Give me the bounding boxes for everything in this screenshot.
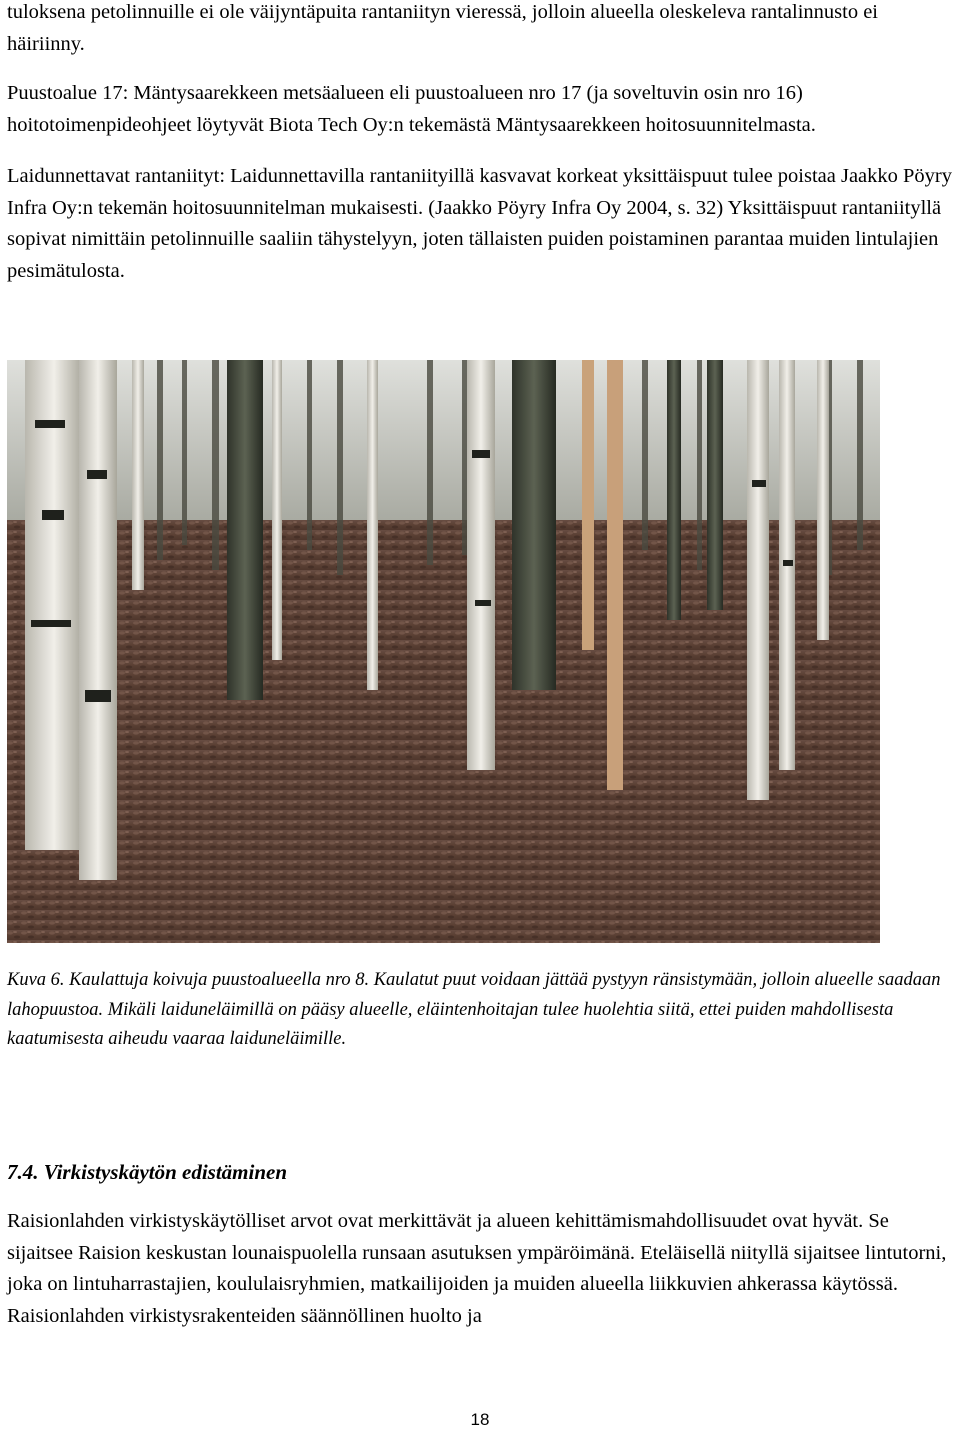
recreation-paragraph: Raisionlahden virkistyskäytölliset arvot ovat merkittävät ja alueen kehittämismahdollisuudet ovat hyvät. Se sijaitsee Raision keskustan lounaispuolella runsaan asutuksen ympäröimänä. Eteläisellä niityllä sijaitsee lintutorni, joka on lintuharrastajien, koululaisryhmien, matkailijoiden ja muiden alueella liikkuvien ahkerassa käytössä. Raisionlahden virkistysrakenteiden säännöllinen huolto ja [7,1210,947,1327]
forest-area-17-paragraph: Puustoalue 17: Mäntysaarekkeen metsäalueen eli puustoalueen nro 17 (ja soveltuvin osin nro 16) hoitotoimenpideohjeet löytyvät Biota Tech Oy:n tekemästä Mäntysaarekkeen hoitosuunnitelmasta. [7,82,816,136]
grazed-meadows-paragraph: Laidunnettavat rantaniityt: Laidunnettavilla rantaniityillä kasvavat korkeat yksittäispuut tulee poistaa Jaakko Pöyry Infra Oy:n tekemän hoitosuunnitelman mukaisesti. (Jaakko Pöyry Infra Oy 2004, s. 32) Yksittäispuut rantaniityllä sopivat nimittäin petolinnuille saaliin tähystelyyn, joten tällaisten puiden poistaminen parantaa muiden lintulajien pesimätulosta. [7,165,953,282]
intro-paragraph: tuloksena petolinnuille ei ole väijyntäpuita rantaniityn vieressä, jolloin alueella oleskeleva rantalinnusto ei häiriinny. [7,1,878,55]
section-heading: 7.4. Virkistyskäytön edistäminen [7,1160,288,1184]
figure-caption: Kuva 6. Kaulattuja koivuja puustoalueella nro 8. Kaulatut puut voidaan jättää pystyyn ränsistymään, jolloin alueelle saadaan lahopuustoa. Mikäli laiduneläimillä on pääsy alueelle, eläintenhoitajan tulee huolehtia siitä, ettei puiden mahdollisesta kaatumisesta aiheudu vaaraa laiduneläimille. [7,970,941,1049]
birch-forest-photo [7,360,880,943]
page-number: 18 [470,1410,490,1429]
